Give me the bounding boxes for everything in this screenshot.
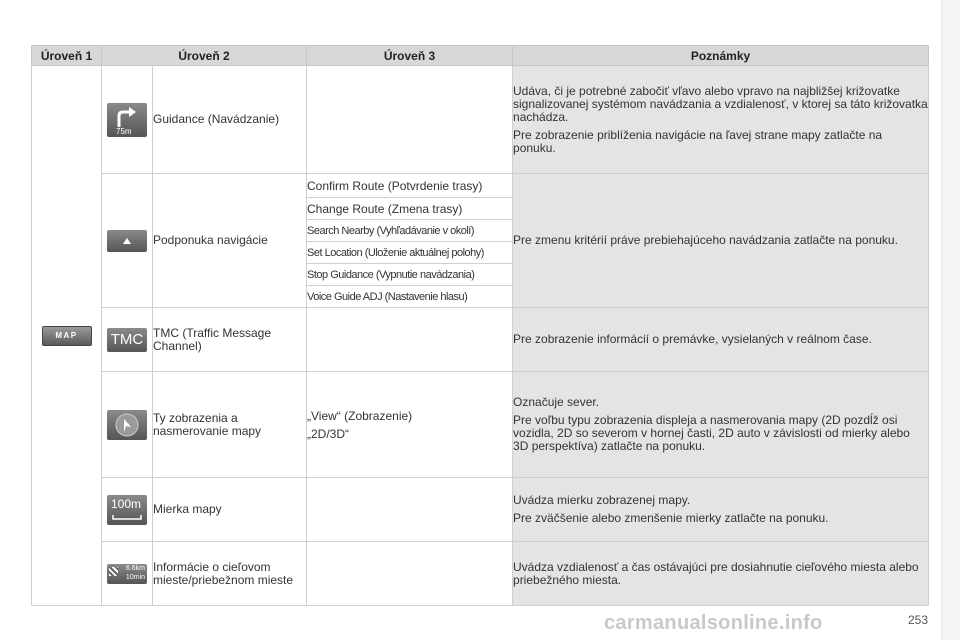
- destination-notes: [513, 542, 929, 606]
- tmc-icon[interactable]: TMC: [107, 328, 147, 352]
- submenu-icon-cell: [102, 174, 153, 308]
- tmc-note: Pre zobrazenie informácií o premávke, vysielaných v reálnom čase.: [513, 332, 872, 346]
- turn-right-arrow-icon[interactable]: [107, 103, 147, 137]
- submenu-note: Pre zmenu kritérií práve prebiehajúceho navádzania zatlačte na ponuku.: [513, 233, 898, 247]
- table-row-submenu: [32, 174, 929, 198]
- header-level-1: Úroveň 1: [32, 46, 102, 66]
- guidance-notes: [513, 66, 929, 174]
- destination-level3: [307, 542, 513, 606]
- view-option: „View“ (Zobrazenie): [307, 408, 413, 423]
- scale-level3: [307, 478, 513, 542]
- map-button[interactable]: MAP: [42, 326, 92, 346]
- table-row-scale: [32, 478, 929, 542]
- submenu-item-stop-guidance: Stop Guidance (Vypnutie navádzania): [307, 264, 513, 286]
- guidance-note-1: Udáva, či je potrebné zabočiť vľavo alebo vpravo na najbližšej križovatke signalizovanej systémom navádzania a vzdialenosť, v ktorej sa táto križovatka nachádza.: [513, 83, 928, 124]
- header-level-2: Úroveň 2: [102, 46, 307, 66]
- view-level3: [307, 372, 513, 478]
- destination-distance-text: 6.6km: [125, 564, 145, 572]
- submenu-label: Podponuka navigácie: [153, 174, 307, 308]
- guidance-note-2: Pre zobrazenie priblíženia navigácie na ľavej strane mapy zatlačte na ponuku.: [513, 127, 883, 155]
- table-header-row: [32, 46, 929, 66]
- scrollbar[interactable]: [941, 0, 960, 640]
- tmc-level3: [307, 308, 513, 372]
- view-note-1: Označuje sever.: [513, 395, 600, 409]
- submenu-item-change-route: Change Route (Zmena trasy): [307, 198, 513, 220]
- destination-note: Uvádza vzdialenosť a čas ostávajúci pre dosiahnutie cieľového miesta alebo priebežného miesta.: [513, 559, 919, 587]
- view-notes: [513, 372, 929, 478]
- guidance-level3: [307, 66, 513, 174]
- submenu-item-search-nearby: Search Nearby (Vyhľadávanie v okolí): [307, 220, 513, 242]
- map-scale-icon[interactable]: [107, 495, 147, 525]
- page-number: 253: [907, 613, 928, 627]
- flag-icon: [109, 567, 118, 576]
- guidance-label: Guidance (Navádzanie): [153, 66, 307, 174]
- table-row-tmc: [32, 308, 929, 372]
- header-notes: Poznámky: [513, 46, 929, 66]
- guidance-distance-text: 75m: [116, 126, 132, 136]
- header-level-3: Úroveň 3: [307, 46, 513, 66]
- view-icon-cell: [102, 372, 153, 478]
- submenu-item-voice-guide: Voice Guide ADJ (Nastavenie hlasu): [307, 286, 513, 308]
- tmc-icon-cell: [102, 308, 153, 372]
- scale-icon-cell: [102, 478, 153, 542]
- scale-note-2: Pre zväčšenie alebo zmenšenie mierky zatlačte na ponuku.: [513, 511, 829, 525]
- destination-info-icon[interactable]: [107, 564, 147, 584]
- guidance-icon-cell: [102, 66, 153, 174]
- level1-cell: [32, 66, 102, 606]
- submenu-item-set-location: Set Location (Uloženie aktuálnej polohy): [307, 242, 513, 264]
- scale-value-text: 100m: [111, 496, 142, 511]
- view-label: Ty zobrazenia a nasmerovanie mapy: [153, 372, 307, 478]
- tmc-label: TMC (Traffic Message Channel): [153, 308, 307, 372]
- submenu-notes: [513, 174, 929, 308]
- menu-table: [31, 45, 929, 606]
- submenu-item-confirm-route: Confirm Route (Potvrdenie trasy): [307, 174, 513, 198]
- scale-notes: [513, 478, 929, 542]
- scale-note-1: Uvádza mierku zobrazenej mapy.: [513, 493, 691, 507]
- table-row-destination: [32, 542, 929, 606]
- table-row-guidance: [32, 66, 929, 174]
- destination-icon-cell: [102, 542, 153, 606]
- table-row-view: [32, 372, 929, 478]
- view-note-2: Pre voľbu typu zobrazenia displeja a nasmerovania mapy (2D pozdĺž osi vozidla, 2D so severom v hornej časti, 2D auto v závislosti od mierky alebo 3D perspektíva) zatlačte na ponuku.: [513, 413, 910, 453]
- 2d-3d-option: „2D/3D“: [307, 426, 350, 441]
- destination-label: Informácie o cieľovom mieste/priebežnom mieste: [153, 542, 307, 606]
- scale-label: Mierka mapy: [153, 478, 307, 542]
- compass-icon[interactable]: [107, 410, 147, 440]
- destination-time-text: 10min: [125, 573, 145, 581]
- watermark: carmanualsonline.info: [604, 612, 823, 634]
- tmc-notes: [513, 308, 929, 372]
- menu-up-arrow-icon[interactable]: [107, 230, 147, 252]
